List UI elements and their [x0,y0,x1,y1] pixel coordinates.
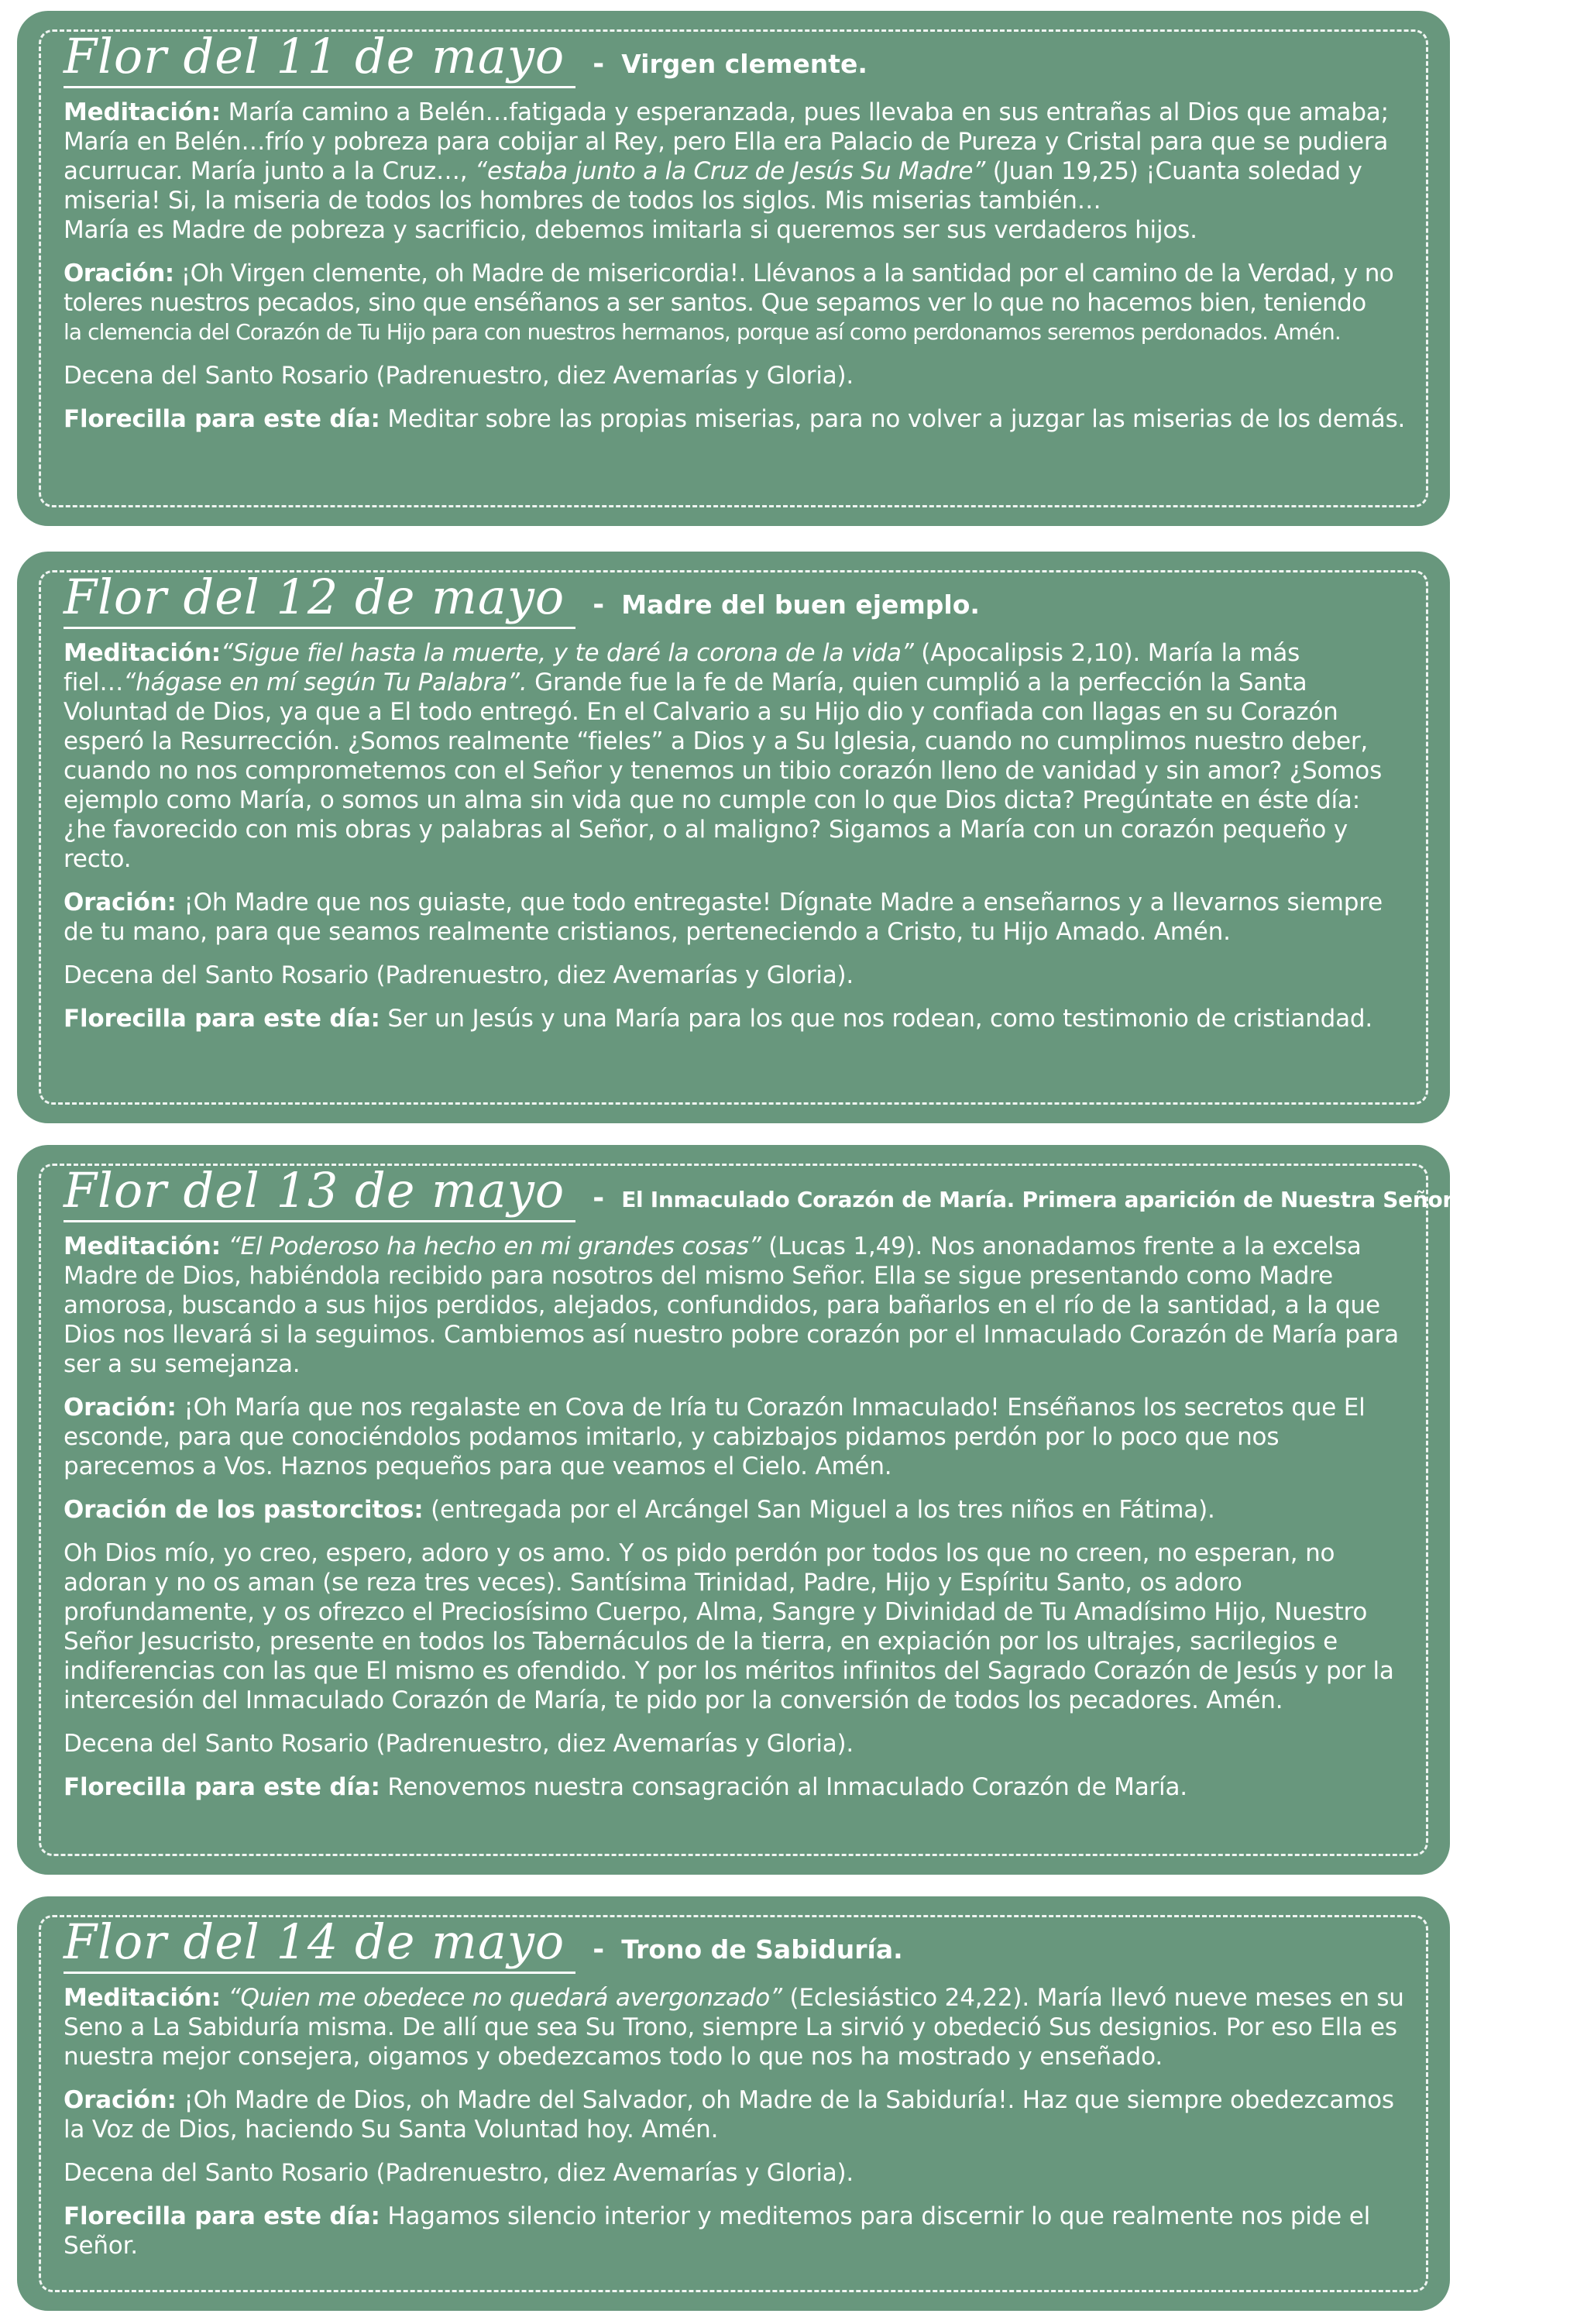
card-header [64,1912,1410,1983]
decena-text: Decena del Santo Rosario (Padrenuestro, diez Avemarías y Gloria). [64,362,854,390]
meditacion-paragraph [64,98,1410,215]
oracion-label: Oración: [64,2086,177,2114]
card-subtitle: El Inmaculado Corazón de María. Primera aparición de Nuestra Señora de Fátima [621,1187,1594,1212]
title-separator: - [593,48,605,80]
title-separator: - [593,1934,605,1965]
title-separator: - [593,589,605,621]
florecilla-paragraph [64,1004,1410,1033]
meditacion-label: Meditación: [64,1232,221,1260]
meditacion-paragraph [64,1232,1410,1379]
florecilla-label: Florecilla para este día: [64,2202,380,2230]
meditacion-quote: “Sigue fiel hasta la muerte, y te daré la corona de la vida” [221,639,914,667]
meditacion-label: Meditación: [64,639,221,667]
florecilla-paragraph [64,2202,1410,2260]
oracion-paragraph [64,259,1410,318]
decena-text: Decena del Santo Rosario (Padrenuestro, diez Avemarías y Gloria). [64,2159,854,2187]
oracion-paragraph [64,888,1410,947]
meditacion-text-2: (Juan 19,25) ¡Cuanta soledad y miseria! Si, la miseria de todos los hombres de todos los siglos. Mis miserias también… [64,157,1362,215]
meditacion-quote: “estaba junto a la Cruz de Jesús Su Madre” [475,157,986,185]
meditacion-label: Meditación: [64,98,221,126]
oracion-text-condensed: la clemencia del Corazón de Tu Hijo para con nuestros hermanos, porque así como perdonamos seremos perdonados. Amén. [64,319,1341,345]
meditacion-text: (Lucas 1,49). Nos anonadamos frente a la excelsa Madre de Dios, habiéndola recibido para nosotros del mismo Señor. Ella se sigue presentando como Madre amorosa, buscando a sus hijos perdidos, alejados, confundidos, para bañarlos en el río de la santidad, a la que Dios nos llevará si la seguimos. Cambiemos así nuestro pobre corazón por el Inmaculado Corazón de María para ser a su semejanza. [64,1232,1399,1378]
meditacion-text: María camino a Belén…fatigada y esperanzada, pues llevaba en sus entrañas al Dios que amaba; María en Belén…frío y pobreza para cobijar al Rey, pero Ella era Palacio de Pureza y Cristal para que se pudiera acurrucar. María junto a la Cruz…, [64,98,1389,185]
meditacion-text: (Eclesiástico 24,22). María llevó nueve meses en su Seno a La Sabiduría misma. De allí que sea Su Trono, siempre La sirvió y obedeció Sus designios. Por eso Ella es nuestra mejor consejera, oigamos y obedezcamos todo lo que nos ha mostrado y enseñado. [64,1984,1404,2071]
card-subtitle: Trono de Sabiduría. [621,1934,903,1965]
florecilla-label: Florecilla para este día: [64,405,380,433]
card-subtitle: Virgen clemente. [621,49,867,79]
florecilla-paragraph [64,1772,1410,1802]
card-subtitle: Madre del buen ejemplo. [621,590,980,620]
pastorcitos-prayer: Oh Dios mío, yo creo, espero, adoro y os amo. Y os pido perdón por todos los que no creen, no esperan, no adoran y no os aman (se reza tres veces). Santísima Trinidad, Padre, Hijo y Espíritu Santo, os adoro profundamente, y os ofrezco el Preciosísimo Cuerpo, Alma, Sangre y Divinidad de Tu Amadísimo Hijo, Nuestro Señor Jesucristo, presente en todos los Tabernáculos de la tierra, en expiación por los ultrajes, sacrilegios e indiferencias con las que El mismo es ofendido. Y por los méritos infinitos del Sagrado Corazón de Jesús y por la intercesión del Inmaculado Corazón de María, te pido por la conversión de todos los pecadores. Amén. [64,1539,1394,1714]
oracion-text: ¡Oh María que nos regalaste en Cova de Iría tu Corazón Inmaculado! Enséñanos los secretos que El esconde, para que conociéndolos podamos imitarlo, y cabizbajos pidamos perdón por lo poco que nos parecemos a Vos. Haznos pequeños para que veamos el Cielo. Amén. [64,1394,1366,1480]
card-day-11 [17,11,1450,526]
pastorcitos-note: (entregada por el Arcángel San Miguel a los tres niños en Fátima). [423,1496,1215,1524]
flor-title: Flor del 13 de mayo [64,1160,575,1222]
flor-title: Flor del 11 de mayo [64,26,575,88]
oracion-text: ¡Oh Virgen clemente, oh Madre de misericordia!. Llévanos a la santidad por el camino de la Verdad, y no toleres nuestros pecados, sino que enséñanos a ser santos. Que sepamos ver lo que no hacemos bien, teniendo [64,260,1394,317]
card-header [64,567,1410,638]
card-day-12 [17,552,1450,1123]
meditacion-paragraph [64,1983,1410,2071]
card-day-14 [17,1896,1450,2311]
meditacion-quote-2: “hágase en mí según Tu Palabra”. [123,669,527,696]
oracion-text: ¡Oh Madre de Dios, oh Madre del Salvador, oh Madre de la Sabiduría!. Haz que siempre obedezcamos la Voz de Dios, haciendo Su Santa Voluntad hoy. Amén. [64,2086,1394,2144]
decena-text: Decena del Santo Rosario (Padrenuestro, diez Avemarías y Gloria). [64,961,854,989]
card-header [64,1160,1594,1232]
meditacion-label: Meditación: [64,1984,221,2012]
meditacion-text-2: Grande fue la fe de María, quien cumplió a la perfección la Santa Voluntad de Dios, ya que a El todo entregó. En el Calvario a su Hijo dio y confiada con llagas en su Corazón esperó la Resurrección. ¿Somos realmente “fieles” a Dios y a Su Iglesia, cuando no cumplimos nuestro deber, cuando no nos comprometemos con el Señor y tenemos un tibio corazón lleno de vanidad y sin amor? ¿Somos ejemplo como María, o somos un alma sin vida que no cumple con lo que Dios dicta? Pregúntate en éste día: ¿he favorecido con mis obras y palabras al Señor, o al maligno? Sigamos a María con un corazón pequeño y recto. [64,669,1383,873]
flor-title: Flor del 12 de mayo [64,567,575,629]
meditacion-paragraph [64,638,1410,874]
card-header [64,26,1410,98]
florecilla-label: Florecilla para este día: [64,1773,380,1801]
florecilla-text: Hagamos silencio interior y meditemos para discernir lo que realmente nos pide el Señor. [64,2202,1370,2260]
card-day-13 [17,1145,1594,1875]
oracion-label: Oración: [64,260,174,287]
florecilla-text: Meditar sobre las propias miserias, para no volver a juzgar las miserias de los demás. [380,405,1406,433]
oracion-text: ¡Oh Madre que nos guiaste, que todo entregaste! Dígnate Madre a enseñarnos y a llevarnos siempre de tu mano, para que seamos realmente cristianos, perteneciendo a Cristo, tu Hijo Amado. Amén. [64,889,1383,946]
meditacion-quote: “El Poderoso ha hecho en mi grandes cosas” [228,1232,761,1260]
oracion-paragraph [64,1393,1410,1481]
meditacion-text: (Apocalipsis 2,10). María la más fiel… [64,639,1300,696]
decena-text: Decena del Santo Rosario (Padrenuestro, diez Avemarías y Gloria). [64,1730,854,1758]
oracion-label: Oración: [64,1394,177,1422]
florecilla-text: Ser un Jesús y una María para los que nos rodean, como testimonio de cristiandad. [380,1005,1373,1033]
oracion-label: Oración: [64,889,177,916]
florecilla-text: Renovemos nuestra consagración al Inmaculado Corazón de María. [380,1773,1187,1801]
title-separator: - [593,1182,605,1214]
pastorcitos-paragraph [64,1495,1410,1525]
oracion-paragraph [64,2085,1410,2144]
meditacion-quote: “Quien me obedece no quedará avergonzado” [228,1984,782,2012]
pastorcitos-label: Oración de los pastorcitos: [64,1496,424,1524]
florecilla-paragraph [64,404,1410,434]
florecilla-label: Florecilla para este día: [64,1005,380,1033]
flor-title: Flor del 14 de mayo [64,1912,575,1974]
meditacion-line-2: María es Madre de pobreza y sacrificio, debemos imitarla si queremos ser sus verdaderos hijos. [64,216,1197,244]
